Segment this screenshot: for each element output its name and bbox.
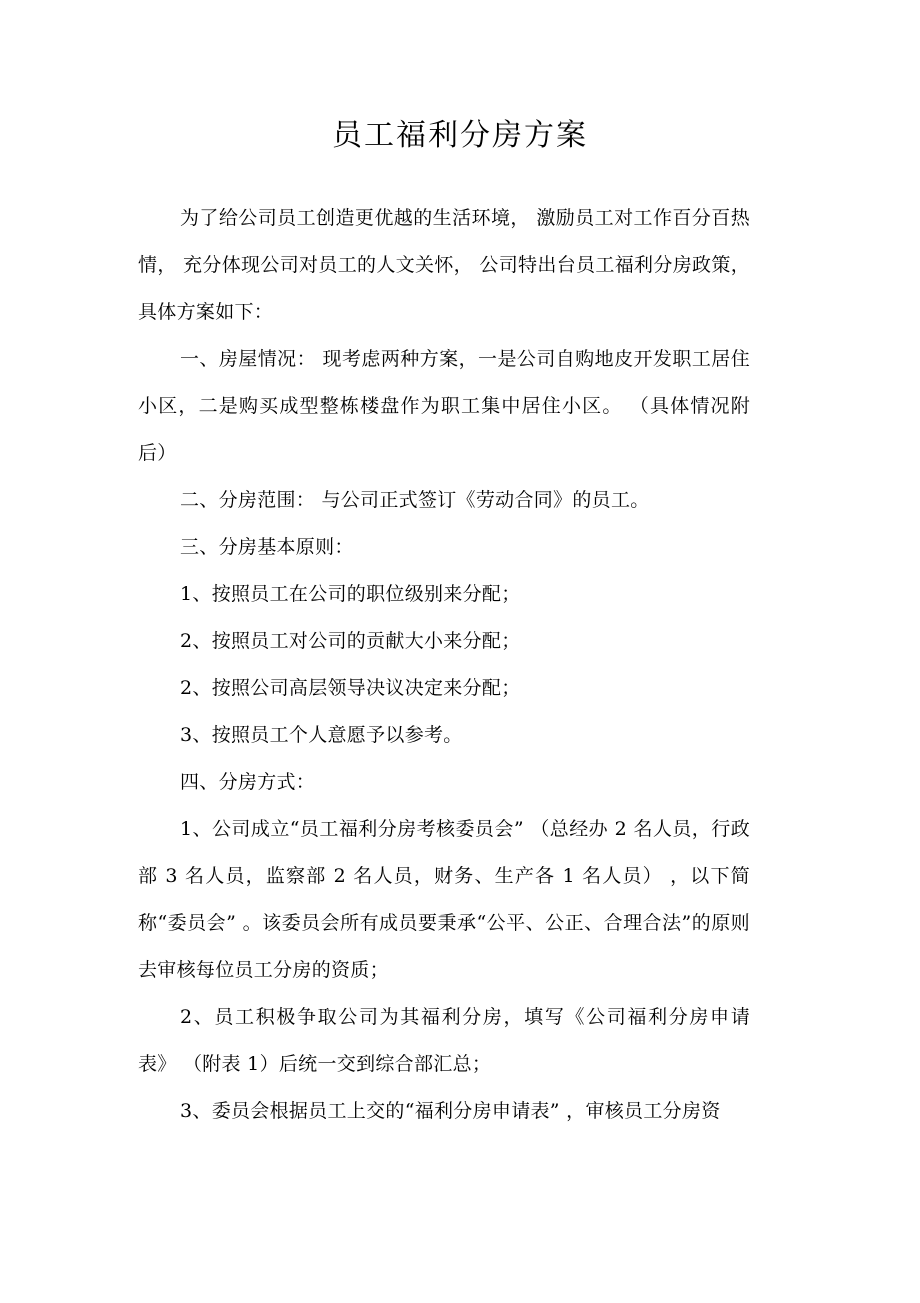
paragraph-principle-3: 2、按照公司高层领导决议决定来分配； [180,677,521,699]
paragraph-method-3: 3、委员会根据员工上交的“福利分房申请表” ，审核员工分房资 [180,1100,721,1122]
document-body [138,195,750,1135]
paragraph-allocation-scope: 二、分房范围： 与公司正式签订《劳动合同》的员工。 [180,489,650,511]
paragraph-methods-heading: 四、分房方式： [180,771,316,793]
paragraph-principles-heading: 三、分房基本原则： [180,536,354,558]
document-title: 员工福利分房方案 [332,118,588,153]
paragraph-principle-2: 2、按照员工对公司的贡献大小来分配； [180,630,521,652]
paragraph-principle-4: 3、按照员工个人意愿予以参考。 [180,724,463,746]
paragraph-intro: 为了给公司员工创造更优越的生活环境， 激励员工对工作百分百热情， 充分体现公司对员工的人文关怀， 公司特出台员工福利分房政策，具体方案如下： [138,207,750,323]
paragraph-housing-situation: 一、房屋情况： 现考虑两种方案，一是公司自购地皮开发职工居住小区，二是购买成型整栋楼盘作为职工集中居住小区。 （具体情况附后） [138,348,750,464]
paragraph-method-2: 2、员工积极争取公司为其福利分房，填写《公司福利分房申请表》 （附表 1）后统一交到综合部汇总； [138,1006,750,1075]
paragraph-method-1: 1、公司成立“员工福利分房考核委员会” （总经办 2 名人员，行政部 3 名人员，监察部 2 名人员，财务、生产各 1 名人员） ，以下简称“委员会” 。该委员会所有成员要秉承“公平、公正、合理合法”的原则去审核每位员工分房的资质； [138,818,750,981]
paragraph-principle-1: 1、按照员工在公司的职位级别来分配； [180,583,521,605]
